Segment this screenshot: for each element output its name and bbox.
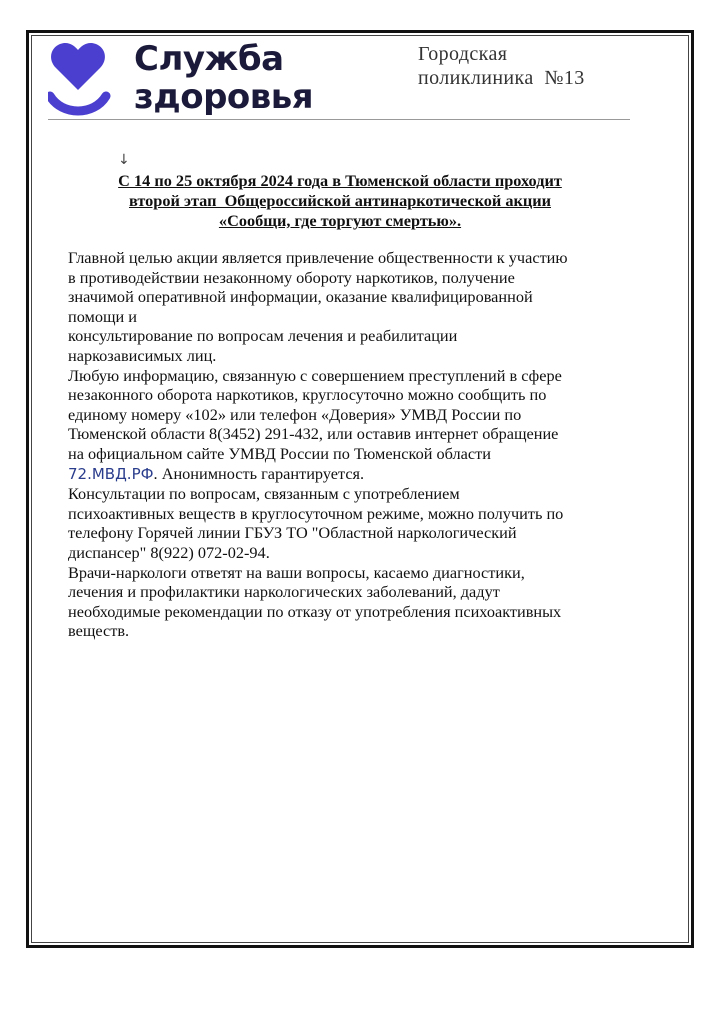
text-line: на официальном сайте УМВД России по Тюменской области — [68, 443, 491, 463]
paragraph-goal — [68, 248, 624, 366]
org-line-1: Городская — [418, 43, 508, 65]
text-line: Любую информацию, связанную с совершением преступлений в сфере — [68, 365, 562, 385]
headline-line-3: «Сообщи, где торгуют смертью». — [218, 211, 462, 230]
headline-line-1: С 14 по 25 октября 2024 года в Тюменской области проходит — [118, 171, 562, 190]
paragraph-report — [68, 366, 624, 485]
organization-name — [418, 42, 658, 90]
headline-line-2: второй этап Общероссийской антинаркотической акции — [128, 191, 551, 210]
text-line: помощи и — [68, 306, 138, 326]
org-line-2: поликлиника №13 — [418, 67, 585, 89]
logo-line-2: здоровья — [134, 77, 314, 117]
text-line: психоактивных веществ в круглосуточном режиме, можно получить по — [68, 503, 564, 523]
text-line: значимой оперативной информации, оказание квалифицированной — [68, 287, 533, 307]
text-line: диспансер" 8(922) 072-02-94. — [68, 542, 270, 562]
text-line: единому номеру «102» или телефон «Доверия» УМВД России по — [68, 404, 522, 424]
text-line: в противодействии незаконному обороту наркотиков, получение — [68, 267, 515, 287]
mvd-website-link[interactable]: 72.МВД.РФ — [68, 464, 154, 483]
text-line: лечения и профилактики наркологических заболеваний, дадут — [68, 582, 500, 602]
text-line: необходимые рекомендации по отказу от употребления психоактивных — [68, 601, 562, 621]
logo-line-1: Служба — [134, 39, 284, 79]
text-line: Главной целью акции является привлечение общественности к участию — [68, 248, 568, 267]
text-line: . Анонимность гарантируется. — [153, 463, 365, 483]
text-line: незаконного оборота наркотиков, круглосуточно можно сообщить по — [68, 385, 547, 405]
logo-wordmark — [134, 40, 313, 116]
announcement-body — [68, 248, 624, 641]
text-line: наркозависимых лиц. — [68, 345, 217, 365]
paragraph-doctors — [68, 563, 624, 641]
text-line: консультирование по вопросам лечения и реабилитации — [68, 326, 458, 346]
text-line: веществ. — [68, 621, 130, 641]
announcement-headline — [60, 171, 620, 231]
text-line: Врачи-наркологи ответят на ваши вопросы, касаемо диагностики, — [68, 562, 525, 582]
header-divider — [48, 119, 630, 120]
text-line: Тюменской области 8(3452) 291-432, или оставив интернет обращение — [68, 424, 559, 444]
text-line: Консультации по вопросам, связанным с употреблением — [68, 484, 460, 504]
paragraph-hotline — [68, 484, 624, 562]
text-line: телефону Горячей линии ГБУЗ ТО "Областной наркологический — [68, 523, 517, 543]
down-arrow-icon: ↓ — [118, 152, 130, 168]
